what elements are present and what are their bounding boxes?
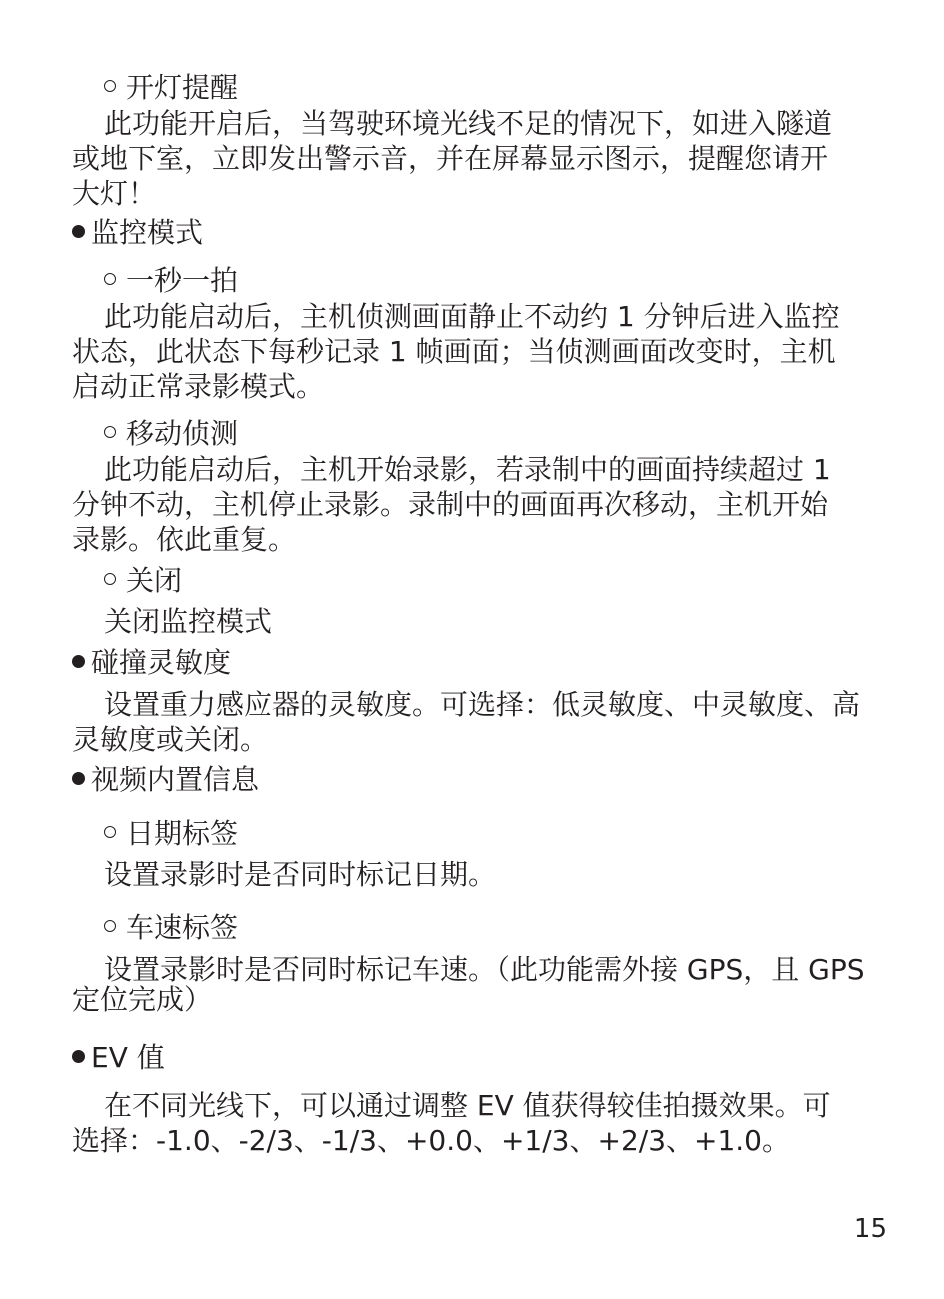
paragraph-line: 设置录影时是否同时标记车速。（此功能需外接 GPS，且 GPS	[104, 953, 865, 986]
sub-heading-motion: 移动侦测	[104, 416, 238, 452]
paragraph-line: 录影。依此重复。	[72, 523, 297, 556]
paragraph-line: 分钟不动，主机停止录影。录制中的画面再次移动，主机开始	[72, 488, 829, 521]
hollow-circle-icon	[104, 920, 116, 932]
paragraph-line: 关闭监控模式	[104, 605, 273, 638]
sub-heading-light-reminder: 开灯提醒	[104, 70, 238, 106]
hollow-circle-icon	[104, 426, 116, 438]
section-heading-video-info: 视频内置信息	[72, 762, 259, 798]
hollow-circle-icon	[104, 273, 116, 285]
section-heading-monitor-mode: 监控模式	[72, 215, 203, 251]
paragraph-line: 选择：-1.0、-2/3、-1/3、+0.0、+1/3、+2/3、+1.0。	[72, 1124, 790, 1157]
paragraph-line: 设置重力感应器的灵敏度。可选择：低灵敏度、中灵敏度、高	[104, 688, 861, 721]
section-heading-collision: 碰撞灵敏度	[72, 645, 231, 681]
paragraph-line: 此功能开启后，当驾驶环境光线不足的情况下，如进入隧道	[104, 107, 833, 140]
paragraph-line: 灵敏度或关闭。	[72, 723, 269, 756]
paragraph-line: 设置录影时是否同时标记日期。	[104, 858, 497, 891]
hollow-circle-icon	[104, 826, 116, 838]
paragraph-line: 状态，此状态下每秒记录 1 帧画面；当侦测画面改变时，主机	[72, 335, 836, 368]
sub-heading-speed-tag: 车速标签	[104, 910, 238, 946]
section-heading-ev: EV 值	[72, 1040, 165, 1076]
paragraph-line: 定位完成）	[72, 983, 213, 1016]
bullet-icon	[72, 772, 85, 785]
paragraph-line: 启动正常录影模式。	[72, 370, 325, 403]
hollow-circle-icon	[104, 573, 116, 585]
paragraph-line: 此功能启动后，主机开始录影，若录制中的画面持续超过 1	[104, 453, 831, 486]
bullet-icon	[72, 655, 85, 668]
bullet-icon	[72, 1050, 85, 1063]
hollow-circle-icon	[104, 80, 116, 92]
paragraph-line: 此功能启动后，主机侦测画面静止不动约 1 分钟后进入监控	[104, 300, 840, 333]
paragraph-line: 在不同光线下，可以通过调整 EV 值获得较佳拍摄效果。可	[104, 1089, 831, 1122]
bullet-icon	[72, 225, 85, 238]
page-number: 15	[853, 1214, 887, 1244]
paragraph-line: 大灯！	[72, 177, 157, 210]
sub-heading-date-tag: 日期标签	[104, 816, 238, 852]
paragraph-line: 或地下室，立即发出警示音，并在屏幕显示图示，提醒您请开	[72, 142, 829, 175]
sub-heading-one-sec: 一秒一拍	[104, 263, 238, 299]
sub-heading-off: 关闭	[104, 563, 182, 599]
